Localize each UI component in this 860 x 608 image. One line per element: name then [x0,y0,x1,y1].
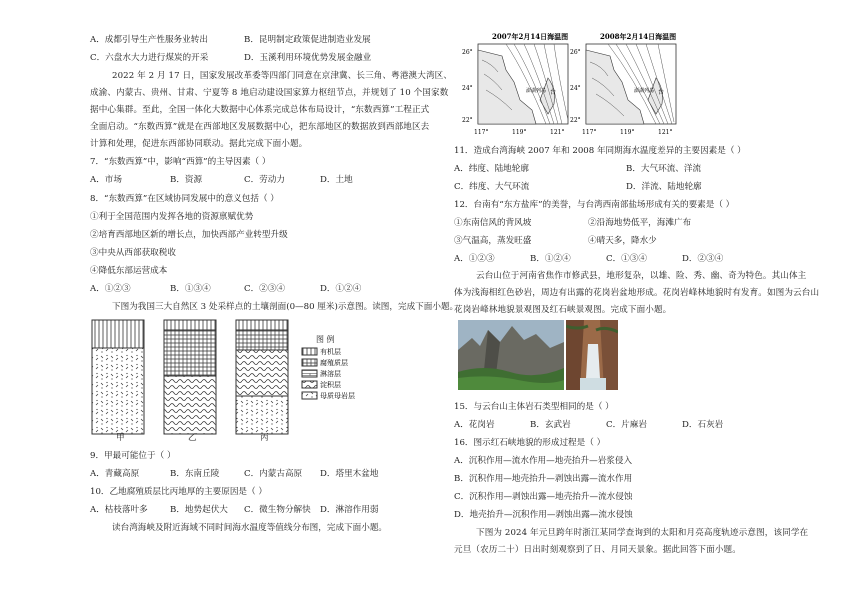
map1-title: 2007年2月14日海温图 [492,32,569,41]
q12-option[interactable]: C．①③④ [606,254,647,264]
q15-option[interactable]: C．片麻岩 [606,420,647,430]
intro1-line: 全面启动。“东数西算”就是在西部地区发展数据中心，把东部地区的数据放到西部地区去 [90,122,430,132]
q8-option[interactable]: D．①②④ [320,284,362,294]
q6-option-c[interactable]: C．六盘水大力进行煤炭的开采 [90,53,209,63]
legend-illuvial: 淀积层 [320,381,341,389]
map2-lat: 22° [570,117,581,124]
q12-option[interactable]: D．②③④ [682,254,724,264]
q11-option[interactable]: B．大气环流、洋流 [626,164,702,174]
q7-option[interactable]: D．土地 [320,175,353,185]
q16-option[interactable]: B．沉积作用—地壳抬升—剥蚀出露—流水作用 [454,474,633,484]
q15-option[interactable]: B．玄武岩 [530,420,571,430]
profile-label-yi: 乙 [188,433,197,443]
q12-stem: 12．台南有“东方盐库”的美誉，与台湾西南部盐场形成有关的要素是（ ） [454,200,735,210]
hongshixia-gorge-photo [566,320,618,390]
q12-option[interactable]: A．①②③ [454,254,495,264]
q12-option[interactable]: B．①②④ [530,254,571,264]
q9-option[interactable]: C．内蒙古高原 [244,469,303,479]
q11-option[interactable]: D．洋流、陆地轮廓 [626,182,702,192]
map1-lon: 119° [512,129,527,136]
map2-strait-label: 澎湖列岛 [634,88,655,94]
q8-item: ②培育西部地区新的增长点，加快西部产业转型升级 [90,230,288,240]
map1-lon: 117° [474,129,489,136]
map2-island-label: 台 [658,89,665,96]
legend-title: 图 例 [316,335,335,344]
q7-option[interactable]: C．劳动力 [244,175,285,185]
q16-option[interactable]: A．沉积作用—流水作用—地壳抬升—岩浆侵入 [454,456,633,466]
legend-parent: 母质母岩层 [320,392,355,400]
granite-peak-forest-photo [458,320,564,390]
q9-option[interactable]: B．东南丘陵 [170,469,220,479]
intro4-line: 云台山位于河南省焦作市修武县，地形复杂，以雄、险、秀、幽、奇为特色。其山体主 [476,271,807,281]
q10-option[interactable]: C．微生物分解快 [244,505,311,515]
q16-option[interactable]: C．沉积作用—剥蚀出露—地壳抬升—流水侵蚀 [454,492,633,502]
map2-lon: 121° [658,129,673,136]
legend-humus: 腐殖质层 [320,359,348,367]
q11-stem: 11．造成台湾海峡 2007 年和 2008 年同期海水温度差异的主要因素是（ ） [454,146,746,156]
intro3: 读台湾海峡及附近海域不同时间海水温度等值线分布图，完成下面小题。 [112,523,388,533]
map2-title: 2008年2月14日海温图 [600,32,677,41]
map1-lat: 24° [462,85,473,92]
q8-item: ④降低东部运营成本 [90,266,168,276]
q8-item: ③中央从西部获取税收 [90,248,176,258]
map1-island-label: 台 [550,89,557,96]
q16-option[interactable]: D．地壳抬升—沉积作用—剥蚀出露—流水侵蚀 [454,510,633,520]
q7-option[interactable]: B．资源 [170,175,203,185]
q15-stem: 15．与云台山主体岩石类型相同的是（ ） [454,402,614,412]
q8-option[interactable]: B．①③④ [170,284,211,294]
intro1-line: 2022 年 2 月 17 日，国家发展改革委等四部门同意在京津冀、长三角、粤港澳大湾区、 [112,71,453,81]
intro1-line: 计算和处理，促进东西部协同联动。据此完成下面小题。 [90,139,308,149]
map2-lon: 119° [620,129,635,136]
q15-option[interactable]: A．花岗岩 [454,420,495,430]
sea-temp-map-2008 [570,30,740,142]
q9-stem: 9．甲最可能位于（ ） [90,451,176,461]
intro4-line: 花岗岩峰林地貌景观图及红石峡景观图。完成下面小题。 [454,305,672,315]
q6-option-a[interactable]: A．成都引导生产性服务业转出 [90,35,208,45]
legend-eluvial: 淋溶层 [320,370,341,378]
q8-option[interactable]: C．②③④ [244,284,285,294]
intro4-line: 体为浅海相红色砂岩，周边有出露的花岗岩盆地形成。花岗岩峰林地貌时有发育。如图为云台山 [454,288,820,298]
q8-stem: 8．“东数西算”在区域协同发展中的意义包括（ ） [90,194,279,204]
intro5-line: 元旦（农历二十）日出时刻观察到了日、月同天景象。据此回答下面小题。 [454,545,741,555]
q11-option[interactable]: A．纬度、陆地轮廓 [454,164,529,174]
q11-option[interactable]: C．纬度、大气环流 [454,182,530,192]
q8-option[interactable]: A．①②③ [90,284,131,294]
map1-strait-label: 澎湖列岛 [526,88,547,94]
q7-option[interactable]: A．市场 [90,175,122,185]
profile-label-bing: 丙 [260,433,269,443]
map2-lat: 24° [570,85,581,92]
q6-option-d[interactable]: D．玉溪利用环境优势发展金融业 [244,53,372,63]
q9-option[interactable]: A．青藏高原 [90,469,140,479]
q12-item: ②沿海地势低平，海滩广布 [588,218,692,228]
soil-profile-figure [90,318,360,443]
q10-stem: 10．乙地腐殖质层比丙地厚的主要原因是（ ） [90,487,267,497]
q9-option[interactable]: D．塔里木盆地 [320,469,379,479]
q10-option[interactable]: B．地势起伏大 [170,505,228,515]
q12-item: ①东南信风的背风坡 [454,218,532,228]
q6-option-b[interactable]: B．昆明制定政策促进制造业发展 [244,35,371,45]
map1-lat: 26° [462,49,473,56]
q12-item: ③气温高，蒸发旺盛 [454,236,532,246]
intro1-line: 成渝、内蒙古、贵州、甘肃、宁夏等 8 地启动建设国家算力枢纽节点，并规划了 10 个国家数 [90,88,449,98]
map2-lat: 26° [570,49,581,56]
q8-item: ①利于全国范围内发挥各地的资源禀赋优势 [90,212,254,222]
intro1-line: 据中心集群。至此，全国一体化大数据中心体系完成总体布局设计，“东数西算”工程正式 [90,105,430,115]
q7-stem: 7．“东数西算”中，影响“西算”的主导因素（ ） [90,157,271,167]
legend-organic: 有机层 [320,348,341,356]
intro2: 下图为我国三大自然区 3 处采样点的土壤剖面(0—80 厘米)示意图。读图，完成下面小题。 [112,302,459,312]
intro5-line: 下图为 2024 年元旦跨年时浙江某同学查询到的太阳和月亮高度轨迹示意图，该同学在 [476,528,809,538]
q10-option[interactable]: A．枯枝落叶多 [90,505,148,515]
q16-stem: 16．图示红石峡地貌的形成过程是（ ） [454,438,606,448]
q10-option[interactable]: D．淋溶作用弱 [320,505,379,515]
q12-item: ④晴天多，降水少 [588,236,657,246]
q15-option[interactable]: D．石灰岩 [682,420,724,430]
map2-lon: 117° [582,129,597,136]
map1-lat: 22° [462,117,473,124]
profile-label-jia: 甲 [116,433,125,443]
map1-lon: 121° [550,129,565,136]
